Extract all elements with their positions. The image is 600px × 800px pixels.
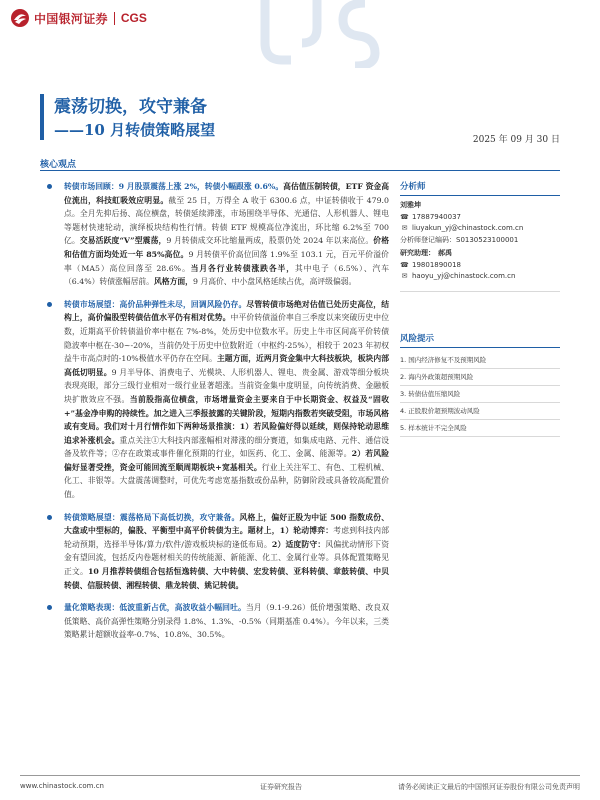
footer-report-type: 证券研究报告 xyxy=(260,783,302,791)
report-date: 2025 年 09 月 30 日 xyxy=(472,135,560,145)
risk-item: 3. 转债估值压缩风险 xyxy=(400,386,560,403)
analyst-heading: 分析师 xyxy=(400,180,560,196)
brand-logo xyxy=(10,8,147,28)
paragraph-text: 截至 25 日，万得全 A 收于 6300.6 点，中证转债收于 479.0 点。全月先抑后扬、高位横盘，转债延续滞涨，市场围绕半导体、光通信、人形机器人、锂电等题材快速轮动，演绎板块结构性行情。转债 ETF 规模高位净流出，环比缩 6.2%至 700 亿。 xyxy=(64,195,389,246)
analyst-name: 刘雅坤 xyxy=(400,201,421,209)
brand-name: 中国银河证券 xyxy=(34,11,108,26)
assistant-phone-row xyxy=(400,260,560,272)
paragraph-text: 10 月推荐转债组合包括恒逸转债、大中转债、宏发转债、亚科转债、章鼓转债、中贝转债、信服转债、湘程转债、鼎龙转债、姚记转债。 xyxy=(64,567,390,590)
risk-heading: 风险提示 xyxy=(400,332,560,348)
email-icon: ✉ xyxy=(401,272,408,280)
paragraph-text: 价格和估值方面均处近一年 85%高位。 xyxy=(64,236,389,259)
risk-item: 1. 国内经济修复不及预期风险 xyxy=(400,352,560,369)
paragraph-text: 9 月半导体、消费电子、光模块、人形机器人、锂电、贵金属、游戏等细分板块表现亮眼，部分三级行业相对一级行业显著超涨。当前资金集中度明显，向传统消费、金融板块扩散效应不强。 xyxy=(64,367,390,404)
paragraph-text: 2）若风险偏好显著受挫，资金可能回流至顺周期板块+宽基相关。 xyxy=(64,449,389,472)
paragraph-text: 9 月转债成交环比缩量两成，股票仍处 2024 年以来高位。 xyxy=(166,236,374,246)
paragraph-text: 9 月高价、中小盘风格延续占优，高评级偏弱。 xyxy=(192,277,357,287)
core-views-body xyxy=(44,180,389,651)
risk-item: 4. 正股股价超预期波动风险 xyxy=(400,403,560,420)
paragraph-text: 2）适度防守： xyxy=(271,539,326,549)
analyst-cert: 分析师登记编码：S0130523100001 xyxy=(400,235,519,244)
paragraph-text: 当月（9.1-9.26）低价增强策略、改良双低策略、高价高弹性策略分别录得 1.8%、1.3%、-0.5%（同期基准 0.4%）。今年以来，三类策略累计超额收益率-0.7%、10.8%、30.5%。 xyxy=(64,603,389,640)
bullet-icon xyxy=(47,184,52,189)
risk-item: 2. 海内外政策超预期风险 xyxy=(400,369,560,386)
assistant-phone: 19801890018 xyxy=(412,260,461,269)
brand-separator xyxy=(114,12,115,25)
analyst-phone-row xyxy=(400,212,560,224)
footer-divider xyxy=(20,775,580,776)
sidebar xyxy=(400,180,560,437)
core-view-paragraph xyxy=(44,298,389,502)
paragraph-text: 主题方面，近两月资金集中大科技板块，板块内部高低切明显。 xyxy=(64,354,389,377)
email-icon: ✉ xyxy=(401,224,408,232)
assistant-email-row xyxy=(400,271,560,283)
footer-disclaimer: 请务必阅读正文最后的中国银河证券股份有限公司免责声明 xyxy=(398,783,580,791)
paragraph-text: 重点关注①大科技内部涨幅相对滞涨的细分赛道，如集成电路、元件、通信设备及软件等；②存在政策或事件催化预期的行业，如医药、化工、金属、能源等。 xyxy=(64,435,390,459)
core-view-paragraph xyxy=(44,601,389,642)
paragraph-lead: 转债市场回顾：9 月股票震荡上涨 2%，转债小幅跟涨 0.6%。 xyxy=(64,182,284,191)
analyst-cert-row xyxy=(400,235,560,247)
paragraph-text: 考虑到科技内部轮动预期，选择半导体/算力/软件/游戏板块标的逢低布局。 xyxy=(64,526,389,549)
report-title-block xyxy=(40,92,580,147)
paragraph-text: 风格上，偏好正股为中证 500 指数成份、大盘或中型标的，偏股、平衡型中高平价转债为主。题材上， xyxy=(64,512,390,536)
cgs-logo-mark-icon xyxy=(10,8,30,28)
paragraph-text: 1）轮动博弈： xyxy=(279,526,334,536)
assistant-name: 郝禹 xyxy=(438,249,452,257)
core-view-paragraph xyxy=(44,180,389,289)
core-views-heading: 核心观点 xyxy=(40,160,77,170)
report-title: 震荡切换，攻守兼备 xyxy=(54,97,207,117)
analyst-list xyxy=(400,200,560,246)
paragraph-text: 高估值压制转债，ETF 资金高位流出，科技虹吸效应明显。 xyxy=(64,182,389,205)
paragraph-text: 尽管转债市场绝对估值已处历史高位，结构上，高价偏股型转债估值水平仍有相对优势。 xyxy=(64,299,389,323)
footer-website[interactable]: www.chinastock.com.cn xyxy=(20,782,104,790)
bullet-icon xyxy=(47,605,52,610)
title-accent-bar xyxy=(40,94,44,140)
paragraph-text: 当月各行业转债涨跌各半， xyxy=(190,263,295,273)
risk-item: 5. 样本统计不完全风险 xyxy=(400,420,560,437)
header-watermark-graphic xyxy=(255,0,385,68)
paragraph-text: 交易活跃度“V”型震荡， xyxy=(79,236,167,246)
paragraph-text: 其中电子（6.5%）、汽车（6.4%）转债涨幅居前。 xyxy=(64,263,389,287)
page-header xyxy=(0,0,600,82)
paragraph-text: 风偏扰动情形下资金有望回流，包括反内卷题材相关的传统能源、新能源、化工、金属行业等。具体配置策略见正文。 xyxy=(64,539,389,577)
paragraph-lead: 量化策略表现：低波重新占优，高波收益小幅回吐。 xyxy=(64,603,246,613)
paragraph-lead: 转债市场展望：高价品种弹性未尽，回调风险仍存。 xyxy=(64,299,247,309)
paragraph-text: 9 月转债平价高位回落 1.9%至 103.1 元，百元平价溢价率（MA5）高位回落至 28.6%。 xyxy=(64,249,389,273)
paragraph-text: 加之进入三季报披露的关键阶段，短期内指数若突破受阻，市场风格或有变局。 xyxy=(64,408,389,432)
risk-list xyxy=(400,352,560,437)
assistant-row xyxy=(400,248,560,260)
paragraph-text: 中平价转债溢价率自三季度以来突破历史中位数，近期高平价转债溢价率中枢在 7%-8%，处历史中位数水平。历史上牛市区间高平价转债隐波率中枢在-30~-20%，当前仍处于历史中位数附近（中枢约-25%），相较于 2023 年初权益牛市高点时的-10%极值水平仍存在空间。 xyxy=(64,313,389,364)
paragraph-text: 当前股指高位横盘，市场增量资金主要来自于中长期资金、权益及“固收+”基金净申购的持续性。 xyxy=(64,394,390,418)
report-subtitle: ——10 月转债策略展望 xyxy=(54,121,216,139)
paragraph-lead: 转债策略展望：震荡格局下高低切换，攻守兼备。 xyxy=(64,512,240,522)
analyst-email-row xyxy=(400,223,560,235)
core-view-paragraph xyxy=(44,511,389,593)
section-divider xyxy=(40,170,560,171)
analyst-phone: 17887940037 xyxy=(412,212,461,221)
assistant-email[interactable]: haoyu_yj@chinastock.com.cn xyxy=(412,272,516,280)
assistant-label: 研究助理： xyxy=(400,249,435,257)
analyst-name-row xyxy=(400,200,560,212)
analyst-email[interactable]: liuyakun_yj@chinastock.com.cn xyxy=(412,224,524,232)
paragraph-text: 我们对十月行情作如下两种场景推演：1）若风险偏好得以延续，则保持轮动思维追求补涨机会。 xyxy=(64,422,390,445)
sidebar-spacer xyxy=(400,292,560,332)
phone-icon: ☎ xyxy=(400,212,409,221)
bullet-icon xyxy=(47,515,52,520)
paragraph-text: 风格方面， xyxy=(153,277,193,287)
brand-short: CGS xyxy=(120,11,147,25)
phone-icon: ☎ xyxy=(400,260,409,269)
bullet-icon xyxy=(47,302,52,307)
paragraph-text: 行业上关注军工、有色、工程机械、化工、非银等。大盘震荡调整时，可优先考虑宽基指数或份品种，防御阶段或具备较高配置价值。 xyxy=(64,462,390,500)
